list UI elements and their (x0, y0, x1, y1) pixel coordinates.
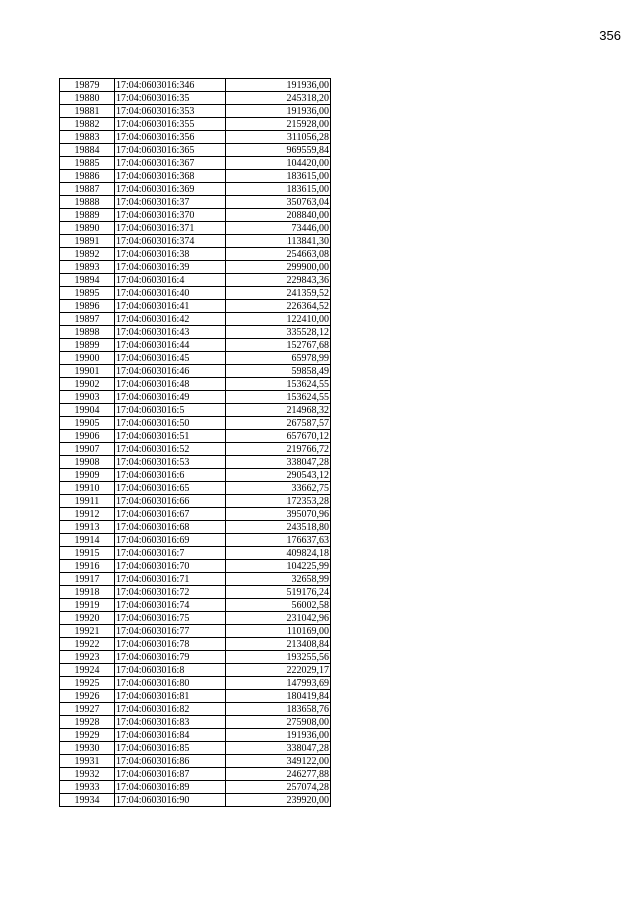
table-row (60, 547, 331, 560)
cadastral-number-cell: 17:04:0603016:42 (115, 313, 226, 326)
amount-cell: 246277,88 (226, 768, 331, 781)
amount-cell: 254663,08 (226, 248, 331, 261)
table-row (60, 183, 331, 196)
table-row (60, 664, 331, 677)
row-number-cell: 19912 (60, 508, 115, 521)
cadastral-number-cell: 17:04:0603016:45 (115, 352, 226, 365)
amount-cell: 231042,96 (226, 612, 331, 625)
amount-cell: 229843,36 (226, 274, 331, 287)
cadastral-number-cell: 17:04:0603016:67 (115, 508, 226, 521)
amount-cell: 153624,55 (226, 391, 331, 404)
row-number-cell: 19930 (60, 742, 115, 755)
cadastral-number-cell: 17:04:0603016:6 (115, 469, 226, 482)
amount-cell: 395070,96 (226, 508, 331, 521)
cadastral-number-cell: 17:04:0603016:49 (115, 391, 226, 404)
amount-cell: 519176,24 (226, 586, 331, 599)
table-row (60, 287, 331, 300)
amount-cell: 191936,00 (226, 79, 331, 92)
amount-cell: 65978,99 (226, 352, 331, 365)
cadastral-number-cell: 17:04:0603016:86 (115, 755, 226, 768)
cadastral-number-cell: 17:04:0603016:78 (115, 638, 226, 651)
cadastral-number-cell: 17:04:0603016:70 (115, 560, 226, 573)
cadastral-number-cell: 17:04:0603016:66 (115, 495, 226, 508)
table-row (60, 339, 331, 352)
row-number-cell: 19919 (60, 599, 115, 612)
cadastral-number-cell: 17:04:0603016:356 (115, 131, 226, 144)
cadastral-number-cell: 17:04:0603016:48 (115, 378, 226, 391)
cadastral-number-cell: 17:04:0603016:80 (115, 677, 226, 690)
amount-cell: 183615,00 (226, 183, 331, 196)
table-row (60, 118, 331, 131)
cadastral-number-cell: 17:04:0603016:44 (115, 339, 226, 352)
amount-cell: 969559,84 (226, 144, 331, 157)
table-row (60, 131, 331, 144)
cadastral-number-cell: 17:04:0603016:75 (115, 612, 226, 625)
row-number-cell: 19888 (60, 196, 115, 209)
table-row (60, 781, 331, 794)
amount-cell: 214968,32 (226, 404, 331, 417)
cadastral-number-cell: 17:04:0603016:371 (115, 222, 226, 235)
table-row (60, 443, 331, 456)
row-number-cell: 19911 (60, 495, 115, 508)
cadastral-number-cell: 17:04:0603016:8 (115, 664, 226, 677)
table-row (60, 508, 331, 521)
table-row (60, 391, 331, 404)
table-row (60, 755, 331, 768)
table-row (60, 378, 331, 391)
table-row (60, 794, 331, 807)
table-row (60, 716, 331, 729)
amount-cell: 267587,57 (226, 417, 331, 430)
table-row (60, 235, 331, 248)
row-number-cell: 19921 (60, 625, 115, 638)
cadastral-number-cell: 17:04:0603016:5 (115, 404, 226, 417)
row-number-cell: 19906 (60, 430, 115, 443)
table-row (60, 690, 331, 703)
amount-cell: 180419,84 (226, 690, 331, 703)
amount-cell: 243518,80 (226, 521, 331, 534)
cadastral-number-cell: 17:04:0603016:367 (115, 157, 226, 170)
table-row (60, 248, 331, 261)
table-row (60, 482, 331, 495)
cadastral-number-cell: 17:04:0603016:51 (115, 430, 226, 443)
cadastral-number-cell: 17:04:0603016:81 (115, 690, 226, 703)
table-row (60, 586, 331, 599)
row-number-cell: 19890 (60, 222, 115, 235)
amount-cell: 275908,00 (226, 716, 331, 729)
amount-cell: 290543,12 (226, 469, 331, 482)
row-number-cell: 19887 (60, 183, 115, 196)
cadastral-number-cell: 17:04:0603016:85 (115, 742, 226, 755)
table-row (60, 79, 331, 92)
table-row (60, 742, 331, 755)
row-number-cell: 19934 (60, 794, 115, 807)
amount-cell: 153624,55 (226, 378, 331, 391)
cadastral-number-cell: 17:04:0603016:50 (115, 417, 226, 430)
amount-cell: 193255,56 (226, 651, 331, 664)
table-row (60, 196, 331, 209)
cadastral-number-cell: 17:04:0603016:39 (115, 261, 226, 274)
table-row (60, 573, 331, 586)
row-number-cell: 19916 (60, 560, 115, 573)
cadastral-number-cell: 17:04:0603016:7 (115, 547, 226, 560)
amount-cell: 257074,28 (226, 781, 331, 794)
table-row (60, 352, 331, 365)
row-number-cell: 19917 (60, 573, 115, 586)
table-row (60, 638, 331, 651)
amount-cell: 152767,68 (226, 339, 331, 352)
cadastral-number-cell: 17:04:0603016:40 (115, 287, 226, 300)
cadastral-number-cell: 17:04:0603016:82 (115, 703, 226, 716)
row-number-cell: 19882 (60, 118, 115, 131)
amount-cell: 219766,72 (226, 443, 331, 456)
cadastral-number-cell: 17:04:0603016:69 (115, 534, 226, 547)
cadastral-number-cell: 17:04:0603016:53 (115, 456, 226, 469)
amount-cell: 73446,00 (226, 222, 331, 235)
row-number-cell: 19883 (60, 131, 115, 144)
table-row (60, 326, 331, 339)
row-number-cell: 19901 (60, 365, 115, 378)
cadastral-number-cell: 17:04:0603016:74 (115, 599, 226, 612)
row-number-cell: 19914 (60, 534, 115, 547)
table-row (60, 560, 331, 573)
amount-cell: 208840,00 (226, 209, 331, 222)
cadastral-number-cell: 17:04:0603016:65 (115, 482, 226, 495)
cadastral-number-cell: 17:04:0603016:353 (115, 105, 226, 118)
row-number-cell: 19898 (60, 326, 115, 339)
cadastral-number-cell: 17:04:0603016:365 (115, 144, 226, 157)
table-row (60, 768, 331, 781)
row-number-cell: 19903 (60, 391, 115, 404)
table-row (60, 209, 331, 222)
row-number-cell: 19895 (60, 287, 115, 300)
row-number-cell: 19915 (60, 547, 115, 560)
row-number-cell: 19909 (60, 469, 115, 482)
row-number-cell: 19900 (60, 352, 115, 365)
amount-cell: 183615,00 (226, 170, 331, 183)
row-number-cell: 19894 (60, 274, 115, 287)
row-number-cell: 19908 (60, 456, 115, 469)
table-row (60, 313, 331, 326)
row-number-cell: 19896 (60, 300, 115, 313)
row-number-cell: 19897 (60, 313, 115, 326)
amount-cell: 191936,00 (226, 729, 331, 742)
row-number-cell: 19910 (60, 482, 115, 495)
table-body (60, 79, 331, 807)
table-row (60, 170, 331, 183)
table-row (60, 534, 331, 547)
cadastral-number-cell: 17:04:0603016:90 (115, 794, 226, 807)
table-row (60, 222, 331, 235)
cadastral-number-cell: 17:04:0603016:37 (115, 196, 226, 209)
cadastral-number-cell: 17:04:0603016:38 (115, 248, 226, 261)
cadastral-number-cell: 17:04:0603016:83 (115, 716, 226, 729)
row-number-cell: 19924 (60, 664, 115, 677)
row-number-cell: 19931 (60, 755, 115, 768)
row-number-cell: 19923 (60, 651, 115, 664)
table-row (60, 144, 331, 157)
cadastral-number-cell: 17:04:0603016:89 (115, 781, 226, 794)
cadastral-number-cell: 17:04:0603016:41 (115, 300, 226, 313)
cadastral-number-cell: 17:04:0603016:68 (115, 521, 226, 534)
cadastral-number-cell: 17:04:0603016:87 (115, 768, 226, 781)
table-row (60, 300, 331, 313)
row-number-cell: 19881 (60, 105, 115, 118)
amount-cell: 183658,76 (226, 703, 331, 716)
table-row (60, 365, 331, 378)
page-number: 356 (599, 28, 621, 43)
cadastral-number-cell: 17:04:0603016:368 (115, 170, 226, 183)
amount-cell: 172353,28 (226, 495, 331, 508)
row-number-cell: 19926 (60, 690, 115, 703)
cadastral-number-cell: 17:04:0603016:77 (115, 625, 226, 638)
table-row (60, 430, 331, 443)
cadastral-number-cell: 17:04:0603016:46 (115, 365, 226, 378)
table-row (60, 612, 331, 625)
row-number-cell: 19928 (60, 716, 115, 729)
table-row (60, 521, 331, 534)
amount-cell: 56002,58 (226, 599, 331, 612)
row-number-cell: 19920 (60, 612, 115, 625)
row-number-cell: 19922 (60, 638, 115, 651)
amount-cell: 657670,12 (226, 430, 331, 443)
table-row (60, 157, 331, 170)
table-row (60, 677, 331, 690)
amount-cell: 311056,28 (226, 131, 331, 144)
table-row (60, 703, 331, 716)
cadastral-number-cell: 17:04:0603016:71 (115, 573, 226, 586)
amount-cell: 299900,00 (226, 261, 331, 274)
amount-cell: 350763,04 (226, 196, 331, 209)
row-number-cell: 19927 (60, 703, 115, 716)
amount-cell: 409824,18 (226, 547, 331, 560)
row-number-cell: 19918 (60, 586, 115, 599)
row-number-cell: 19932 (60, 768, 115, 781)
cadastral-number-cell: 17:04:0603016:4 (115, 274, 226, 287)
amount-cell: 104225,99 (226, 560, 331, 573)
amount-cell: 113841,30 (226, 235, 331, 248)
cadastral-number-cell: 17:04:0603016:52 (115, 443, 226, 456)
table-row (60, 105, 331, 118)
amount-cell: 239920,00 (226, 794, 331, 807)
cadastral-number-cell: 17:04:0603016:355 (115, 118, 226, 131)
cadastral-number-cell: 17:04:0603016:72 (115, 586, 226, 599)
row-number-cell: 19879 (60, 79, 115, 92)
cadastral-number-cell: 17:04:0603016:84 (115, 729, 226, 742)
table-row (60, 274, 331, 287)
amount-cell: 222029,17 (226, 664, 331, 677)
cadastral-number-cell: 17:04:0603016:369 (115, 183, 226, 196)
row-number-cell: 19884 (60, 144, 115, 157)
row-number-cell: 19891 (60, 235, 115, 248)
table-row (60, 404, 331, 417)
amount-cell: 349122,00 (226, 755, 331, 768)
row-number-cell: 19905 (60, 417, 115, 430)
row-number-cell: 19913 (60, 521, 115, 534)
table-row (60, 625, 331, 638)
row-number-cell: 19929 (60, 729, 115, 742)
amount-cell: 176637,63 (226, 534, 331, 547)
row-number-cell: 19907 (60, 443, 115, 456)
amount-cell: 33662,75 (226, 482, 331, 495)
row-number-cell: 19892 (60, 248, 115, 261)
row-number-cell: 19893 (60, 261, 115, 274)
amount-cell: 59858,49 (226, 365, 331, 378)
cadastral-number-cell: 17:04:0603016:35 (115, 92, 226, 105)
cadastral-number-cell: 17:04:0603016:374 (115, 235, 226, 248)
amount-cell: 32658,99 (226, 573, 331, 586)
row-number-cell: 19886 (60, 170, 115, 183)
data-table (59, 78, 331, 807)
table-row (60, 469, 331, 482)
amount-cell: 191936,00 (226, 105, 331, 118)
table-row (60, 417, 331, 430)
cadastral-number-cell: 17:04:0603016:79 (115, 651, 226, 664)
amount-cell: 335528,12 (226, 326, 331, 339)
amount-cell: 122410,00 (226, 313, 331, 326)
row-number-cell: 19933 (60, 781, 115, 794)
table-row (60, 92, 331, 105)
row-number-cell: 19889 (60, 209, 115, 222)
cadastral-number-cell: 17:04:0603016:346 (115, 79, 226, 92)
amount-cell: 338047,28 (226, 456, 331, 469)
amount-cell: 226364,52 (226, 300, 331, 313)
table-row (60, 261, 331, 274)
row-number-cell: 19925 (60, 677, 115, 690)
amount-cell: 147993,69 (226, 677, 331, 690)
table-row (60, 599, 331, 612)
table-row (60, 456, 331, 469)
table-row (60, 729, 331, 742)
cadastral-number-cell: 17:04:0603016:43 (115, 326, 226, 339)
table-row (60, 651, 331, 664)
cadastral-number-cell: 17:04:0603016:370 (115, 209, 226, 222)
row-number-cell: 19899 (60, 339, 115, 352)
table-row (60, 495, 331, 508)
amount-cell: 110169,00 (226, 625, 331, 638)
amount-cell: 241359,52 (226, 287, 331, 300)
amount-cell: 338047,28 (226, 742, 331, 755)
row-number-cell: 19880 (60, 92, 115, 105)
amount-cell: 245318,20 (226, 92, 331, 105)
amount-cell: 215928,00 (226, 118, 331, 131)
amount-cell: 104420,00 (226, 157, 331, 170)
row-number-cell: 19902 (60, 378, 115, 391)
amount-cell: 213408,84 (226, 638, 331, 651)
row-number-cell: 19885 (60, 157, 115, 170)
row-number-cell: 19904 (60, 404, 115, 417)
